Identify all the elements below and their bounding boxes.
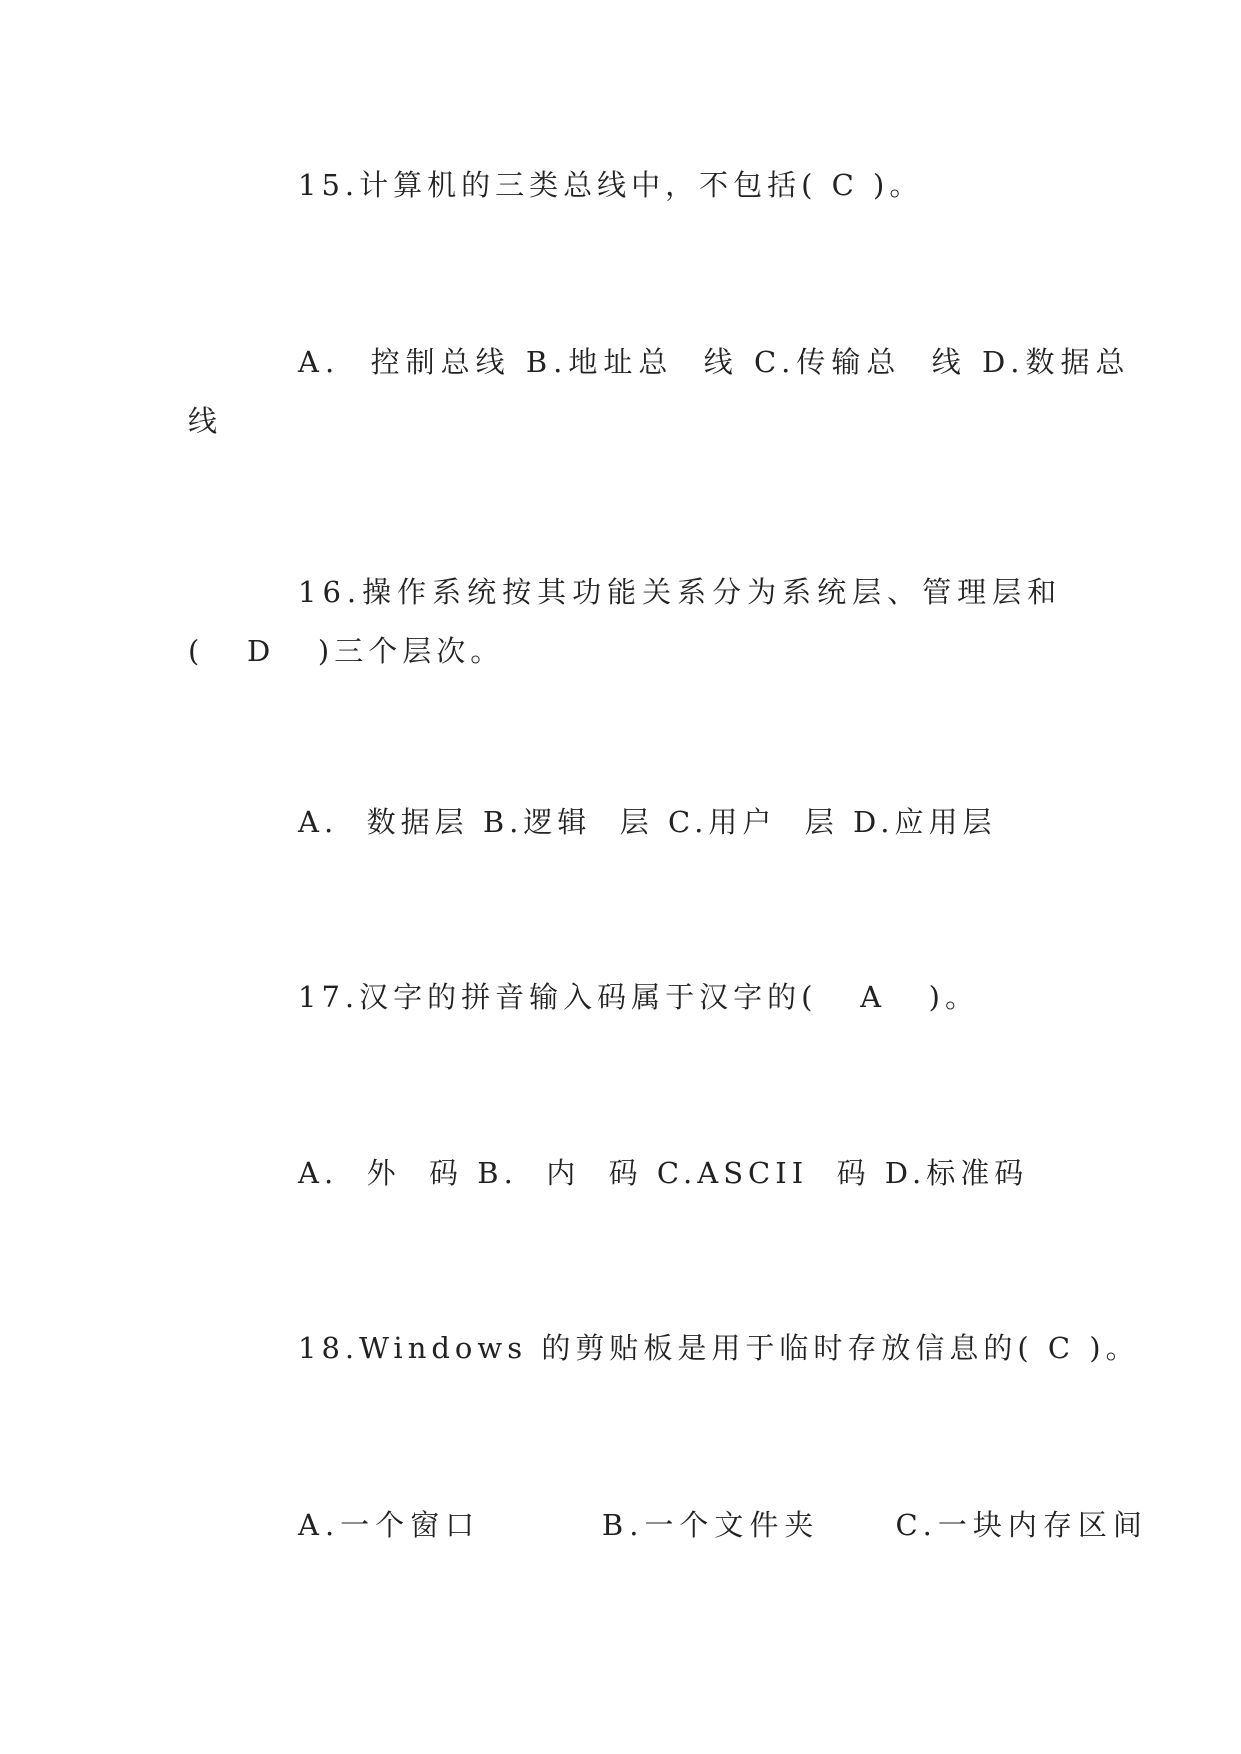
question-15-options: A. 控制总线 B.地址总 线 C.传输总 线 D.数据总 xyxy=(298,345,1131,379)
question-18-options: A.一个窗口 B.一个文件夹 C.一块内存区间 xyxy=(298,1508,1148,1542)
question-15-options-wrap: 线 xyxy=(188,404,223,438)
question-17-stem: 17.汉字的拼音输入码属于汉字的( A )。 xyxy=(298,980,980,1014)
question-16-stem-wrap: ( D )三个层次。 xyxy=(188,634,505,668)
question-18-stem: 18.Windows 的剪贴板是用于临时存放信息的( C )。 xyxy=(298,1331,1140,1365)
question-17-options: A. 外 码 B. 内 码 C.ASCII 码 D.标准码 xyxy=(298,1156,1029,1190)
question-16-options: A. 数据层 B.逻辑 层 C.用户 层 D.应用层 xyxy=(298,805,997,839)
question-15-stem: 15.计算机的三类总线中，不包括( C )。 xyxy=(298,168,924,202)
question-16-stem: 16.操作系统按其功能关系分为系统层、管理层和 xyxy=(298,575,1063,609)
